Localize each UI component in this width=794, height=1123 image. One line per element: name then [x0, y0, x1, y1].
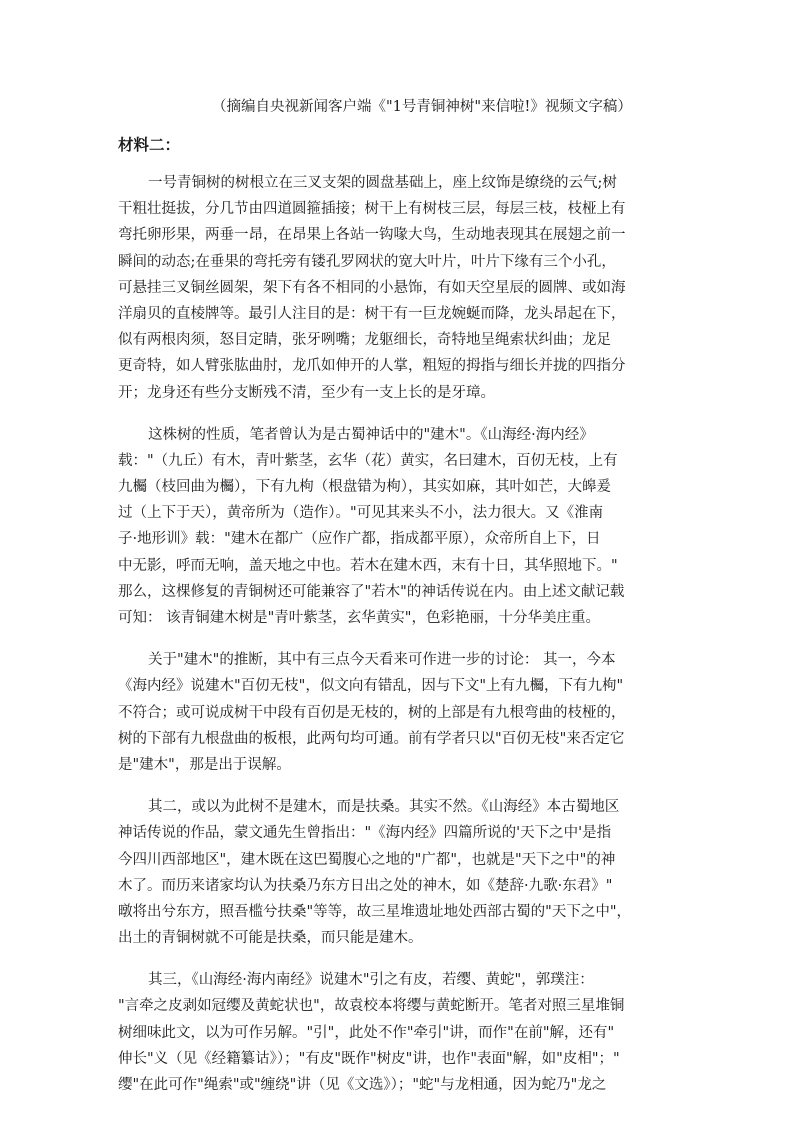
text-line: 中无影，呼而无响，盖天地之中也。若木在建木西，末有十日，其华照地下。" [118, 557, 618, 574]
text-line: 木了。而历来诸家均认为扶桑乃东方日出之处的神木，如《楚辞·九歌·东君》" [118, 877, 613, 894]
text-line: 干粗壮挺拔，分几节由四道圆箍插接；树干上有树枝三层，每层三枝，枝桠上有 [118, 201, 626, 218]
text-line: "言牵之皮剥如冠缨及黄蛇状也"，故袁校本将缨与黄蛇断开。笔者对照三星堆铜 [118, 998, 625, 1015]
text-line: 缨"在此可作"绳索"或"缠绕"讲（见《文选》）；"蛇"与龙相通，因为蛇乃"龙之 [118, 1077, 607, 1093]
text-line: 关于"建木"的推断，其中有三点今天看来可作进一步的讨论： 其一，今本 [148, 652, 616, 669]
text-line: 过（上下于天），黄帝所为（造作）。"可见其来头不小，法力很大。又《淮南 [118, 505, 604, 522]
text-line: 神话传说的作品，蒙文通先生曾指出："《海内经》四篇所说的'天下之中'是指 [118, 825, 612, 842]
text-line: 一号青铜树的树根立在三叉支架的圆盘基础上，座上纹饰是缭绕的云气;树 [148, 175, 617, 191]
text-line: 九欘（枝回曲为欘），下有九枸（根盘错为枸），其实如麻，其叶如芒，大皞爰 [118, 479, 611, 496]
text-line: 树细味此文，以为可作另解。"引"，此处不作"牵引"讲，而作"在前"解，还有" [118, 1024, 615, 1041]
text-line: 出土的青铜树就不可能是扶桑，而只能是建木。 [118, 930, 423, 947]
text-line: 子·地形训》载："建木在都广（应作广都，指成都平原），众帝所自上下，日 [118, 531, 601, 548]
text-line: 这株树的性质，笔者曾认为是古蜀神话中的"建木"。《山海经·海内经》 [148, 426, 594, 443]
text-line: 《海内经》说建木"百仞无枝"，似文向有错乱，因与下文"上有九欘，下有九枸" [118, 678, 624, 695]
article-body [118, 170, 678, 1114]
section-heading: 材料二： [118, 135, 181, 154]
text-line: 那么，这棵修复的青铜树还可能兼容了"若木"的神话传说在内。由上述文献记载 [118, 583, 625, 600]
text-line: 可悬挂三叉铜丝圆架，架下有各不相同的小悬饰，有如天空星辰的圆牌、或如海 [118, 279, 626, 296]
text-line: 今四川西部地区"，建木既在这巴蜀腹心之地的"广都"，也就是"天下之中"的神 [118, 851, 616, 868]
text-line: 可知： 该青铜建木树是"青叶紫茎，玄华黄实"，色彩艳丽，十分华美庄重。 [118, 610, 600, 626]
paragraph-3 [118, 647, 678, 778]
text-line: 树的下部有九根盘曲的板根，此两句均可通。前有学者只以"百仞无枝"来否定它 [118, 730, 625, 747]
source-note: （摘编自央视新闻客户端《"1号青铜神树"来信啦!》视频文字稿） [212, 99, 632, 115]
text-line: 瞬间的动态;在垂果的弯托旁有镂孔罗网状的宽大叶片，叶片下缘有三个小孔， [118, 253, 616, 270]
paragraph-2 [118, 422, 678, 632]
text-line: 似有两根肉须，怒目定睛，张牙咧嘴；龙躯细长，奇特地呈绳索状纠曲；龙足 [118, 332, 611, 349]
paragraph-4 [118, 794, 678, 951]
text-line: 更奇特，如人臂张肱曲肘，龙爪如伸开的人掌，粗短的拇指与细长并拢的四指分 [118, 358, 626, 375]
paragraph-1 [118, 170, 678, 406]
text-line: 载："（九丘）有木，青叶紫茎，玄华（花）黄实，名曰建木，百仞无枝，上有 [118, 452, 618, 469]
text-line: 伸长"义（见《经籍纂诂》）；"有皮"既作"树皮"讲，也作"表面"解，如"皮相"；" [118, 1050, 620, 1067]
text-line: 暾将出兮东方，照吾槛兮扶桑"等等，故三星堆遗址地处西部古蜀的"天下之中"， [118, 903, 632, 920]
paragraph-5 [118, 967, 678, 1098]
text-line: 弯托卵形果，两垂一昂，在昂果上各站一钩喙大鸟，生动地表现其在展翅之前一 [118, 227, 626, 244]
text-line: 是"建木"，那是出于误解。 [118, 756, 291, 773]
text-line: 其二，或以为此树不是建木，而是扶桑。其实不然。《山海经》本古蜀地区 [148, 799, 620, 816]
text-line: 不符合；或可说成树干中段有百仞是无枝的，树的上部是有九根弯曲的枝桠的， [118, 704, 626, 721]
text-line: 其三，《山海经·海内南经》说建木"引之有皮，若缨、黄蛇"，郭璞注： [148, 972, 594, 989]
text-line: 洋扇贝的直棱牌等。最引人注目的是：树干有一巨龙婉蜒而降，龙头昂起在下， [118, 305, 626, 322]
text-line: 开；龙身还有些分支断残不清，至少有一支上长的是牙璋。 [118, 384, 495, 401]
